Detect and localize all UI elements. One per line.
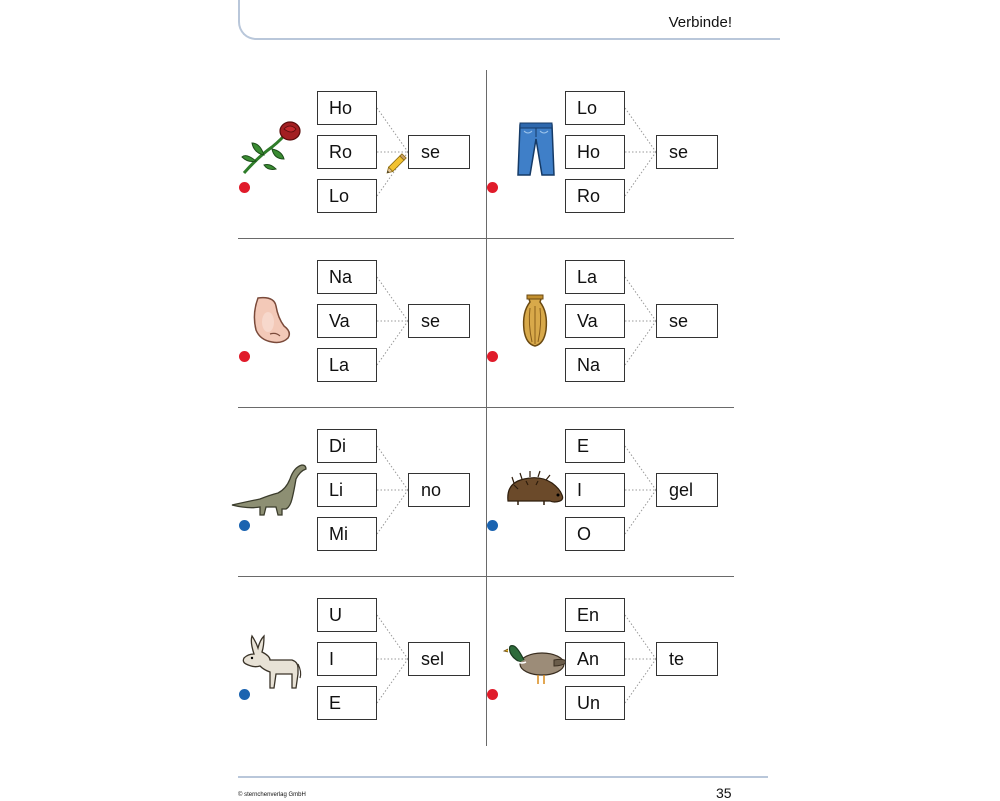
connector-line	[625, 277, 656, 321]
jeans-icon	[516, 121, 556, 177]
connector-line	[377, 108, 408, 152]
syllable-box[interactable]: Lo	[565, 91, 625, 125]
red-difficulty-dot	[487, 351, 498, 362]
exercise-donkey	[238, 576, 486, 745]
exercise-nose	[238, 238, 486, 407]
syllable-box[interactable]: I	[565, 473, 625, 507]
hedgehog-icon	[504, 473, 566, 509]
syllable-box[interactable]: Na	[565, 348, 625, 382]
syllable-box[interactable]: Va	[317, 304, 377, 338]
syllable-box[interactable]: E	[565, 429, 625, 463]
exercise-vase	[486, 238, 734, 407]
exercise-duck	[486, 576, 734, 745]
syllable-box[interactable]: Va	[565, 304, 625, 338]
connector-line	[625, 446, 656, 490]
exercise-jeans	[486, 69, 734, 238]
rose-icon	[238, 121, 302, 177]
copyright-text: © sternchenverlag GmbH	[238, 792, 306, 798]
syllable-box[interactable]: I	[317, 642, 377, 676]
dinosaur-icon	[230, 459, 310, 515]
ending-box[interactable]: se	[656, 304, 718, 338]
syllable-box[interactable]: Ho	[317, 91, 377, 125]
nose-icon	[248, 294, 294, 348]
ending-box[interactable]: no	[408, 473, 470, 507]
footer-rule	[238, 776, 768, 778]
blue-difficulty-dot	[239, 689, 250, 700]
ending-box[interactable]: gel	[656, 473, 718, 507]
connector-line	[377, 277, 408, 321]
syllable-box[interactable]: En	[565, 598, 625, 632]
donkey-icon	[240, 634, 302, 690]
ending-box[interactable]: se	[408, 304, 470, 338]
syllable-box[interactable]: Li	[317, 473, 377, 507]
exercise-rose	[238, 69, 486, 238]
syllable-box[interactable]: Ro	[565, 179, 625, 213]
blue-difficulty-dot	[487, 520, 498, 531]
connector-line	[625, 108, 656, 152]
pencil-icon	[384, 150, 410, 176]
ending-box[interactable]: sel	[408, 642, 470, 676]
connector-line	[377, 615, 408, 659]
syllable-box[interactable]: La	[565, 260, 625, 294]
page-number: 35	[716, 785, 732, 801]
exercise-hedgehog	[486, 407, 734, 576]
connector-line	[377, 321, 408, 365]
syllable-box[interactable]: E	[317, 686, 377, 720]
red-difficulty-dot	[239, 351, 250, 362]
connector-line	[377, 446, 408, 490]
syllable-box[interactable]: Lo	[317, 179, 377, 213]
red-difficulty-dot	[487, 182, 498, 193]
red-difficulty-dot	[487, 689, 498, 700]
duck-icon	[504, 638, 570, 686]
connector-line	[625, 615, 656, 659]
connector-line	[377, 490, 408, 534]
syllable-box[interactable]: Ro	[317, 135, 377, 169]
connector-line	[625, 659, 656, 703]
ending-box[interactable]: se	[656, 135, 718, 169]
syllable-box[interactable]: An	[565, 642, 625, 676]
connector-line	[377, 659, 408, 703]
connector-line	[625, 321, 656, 365]
syllable-box[interactable]: La	[317, 348, 377, 382]
syllable-box[interactable]: Ho	[565, 135, 625, 169]
vase-icon	[520, 294, 550, 348]
connector-line	[625, 152, 656, 196]
instruction-title: Verbinde!	[668, 14, 732, 31]
syllable-box[interactable]: O	[565, 517, 625, 551]
blue-difficulty-dot	[239, 520, 250, 531]
red-difficulty-dot	[239, 182, 250, 193]
ending-box[interactable]: se	[408, 135, 470, 169]
connector-line	[625, 490, 656, 534]
syllable-box[interactable]: U	[317, 598, 377, 632]
exercise-dinosaur	[238, 407, 486, 576]
syllable-box[interactable]: Mi	[317, 517, 377, 551]
syllable-box[interactable]: Un	[565, 686, 625, 720]
syllable-box[interactable]: Di	[317, 429, 377, 463]
syllable-box[interactable]: Na	[317, 260, 377, 294]
ending-box[interactable]: te	[656, 642, 718, 676]
